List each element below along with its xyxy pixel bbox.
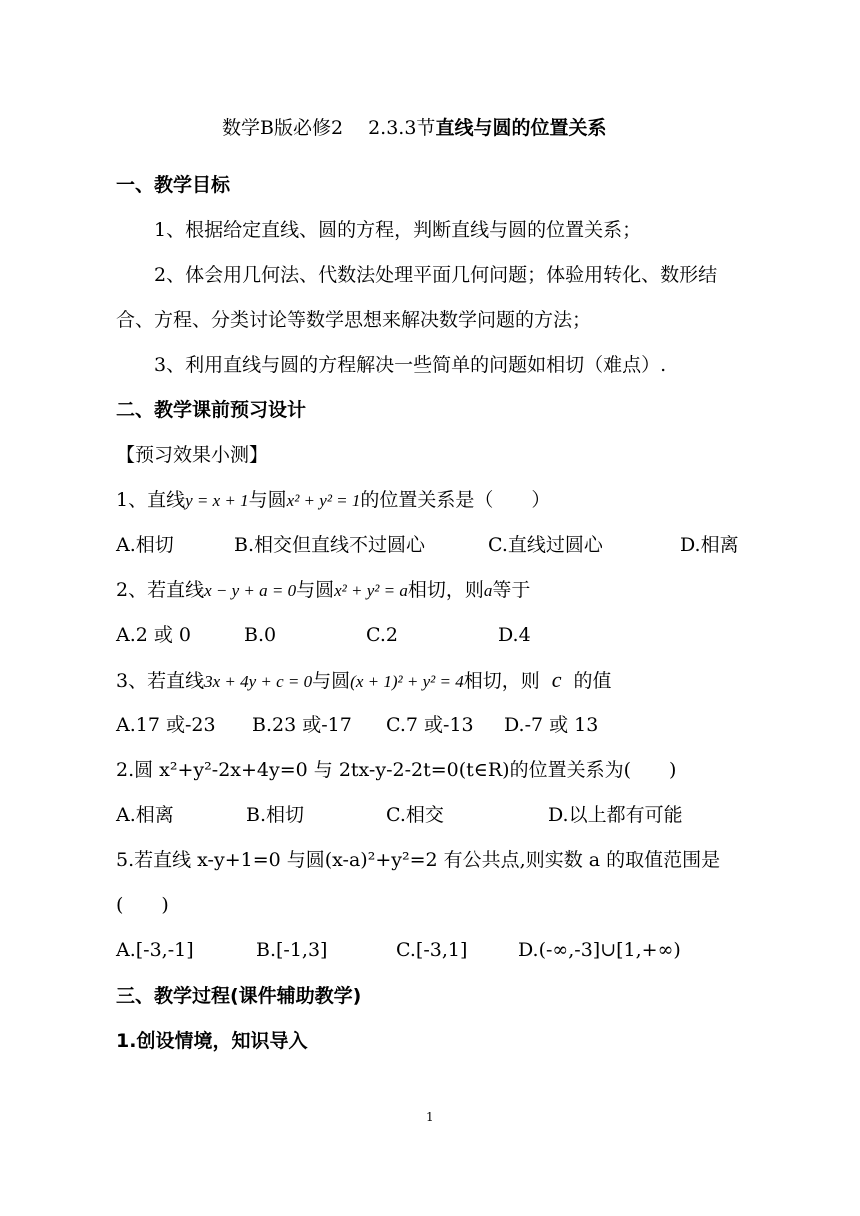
q3-text-d: 的值 [573, 670, 612, 692]
q1-text-a: 1、直线 [116, 489, 186, 511]
q3-equation-line: 3x + 4y + c = 0 [204, 672, 313, 691]
q2-option-a: A.2 或 0 [116, 624, 192, 646]
q4-option-d: D.以上都有可能 [548, 804, 683, 826]
question-1 [116, 487, 550, 514]
q2-option-c: C.2 [366, 624, 398, 646]
q1-option-d: D.相离 [680, 534, 739, 556]
document-title [222, 115, 606, 141]
section-heading-1: 一、教学目标 [116, 174, 231, 196]
q1-text-c: 的位置关系是（ ） [360, 489, 551, 511]
q1-equation-line: y = x + 1 [185, 491, 249, 510]
q3-text-b: 与圆 [312, 670, 351, 692]
q2-equation-circle: x² + y² = a [334, 581, 408, 600]
title-prefix: 数学B版必修2 2.3.3节 [222, 117, 436, 139]
q1-option-a: A.相切 [116, 534, 174, 556]
page-number: 1 [426, 1110, 434, 1124]
q3-text-c: 相切，则 [463, 670, 540, 692]
q2-equation-line: x − y + a = 0 [204, 581, 297, 600]
q2-text-c: 相切，则 [407, 579, 484, 601]
q1-text-b: 与圆 [248, 489, 287, 511]
question-5-blank: ( ) [116, 894, 169, 916]
goal-1: 1、根据给定直线、圆的方程，判断直线与圆的位置关系； [154, 219, 642, 241]
section-heading-3: 三、教学过程(课件辅助教学) [116, 985, 362, 1007]
subsection-heading-3-1: 1.创设情境，知识导入 [116, 1030, 308, 1052]
q5-option-a: A.[-3,-1] [116, 939, 194, 961]
q3-variable: c [551, 667, 562, 692]
question-5: 5.若直线 x-y+1=0 与圆(x-a)²+y²=2 有公共点,则实数 a 的取值范围是 [116, 849, 721, 871]
q5-option-b: B.[-1,3] [256, 939, 328, 961]
q2-option-b: B.0 [244, 624, 277, 646]
q3-equation-circle: (x + 1)² + y² = 4 [350, 672, 464, 691]
goal-3: 3、利用直线与圆的方程解决一些简单的问题如相切（难点）. [154, 354, 667, 376]
q1-equation-circle: x² + y² = 1 [286, 491, 361, 510]
q2-option-d: D.4 [498, 624, 531, 646]
question-4: 2.圆 x²+y²-2x+4y=0 与 2tx-y-2-2t=0(t∈R)的位置关系为( ) [116, 759, 677, 781]
q3-option-b: B.23 或-17 [252, 714, 352, 736]
q3-option-a: A.17 或-23 [116, 714, 216, 736]
q3-option-d: D.-7 或 13 [504, 714, 599, 736]
q2-variable: a [483, 581, 493, 600]
q4-option-b: B.相切 [246, 804, 305, 826]
question-3 [116, 667, 612, 695]
section-heading-2: 二、教学课前预习设计 [116, 399, 307, 421]
q1-option-c: C.直线过圆心 [488, 534, 603, 556]
q3-option-c: C.7 或-13 [386, 714, 474, 736]
q2-text-b: 与圆 [296, 579, 335, 601]
question-2 [116, 577, 530, 604]
q4-option-c: C.相交 [386, 804, 444, 826]
title-bold: 直线与圆的位置关系 [435, 117, 607, 139]
goal-2-cont: 合、方程、分类讨论等数学思想来解决数学问题的方法； [116, 309, 592, 331]
q5-option-d: D.(-∞,-3]∪[1,+∞) [518, 939, 681, 961]
q4-option-a: A.相离 [116, 804, 174, 826]
q2-text-a: 2、若直线 [116, 579, 205, 601]
q5-option-c: C.[-3,1] [396, 939, 468, 961]
q2-text-d: 等于 [492, 579, 531, 601]
q1-option-b: B.相交但直线不过圆心 [234, 534, 426, 556]
q3-text-a: 3、若直线 [116, 670, 205, 692]
subheading-quiz: 【预习效果小测】 [116, 444, 269, 466]
goal-2: 2、体会用几何法、代数法处理平面几何问题；体验用转化、数形结 [154, 264, 718, 286]
